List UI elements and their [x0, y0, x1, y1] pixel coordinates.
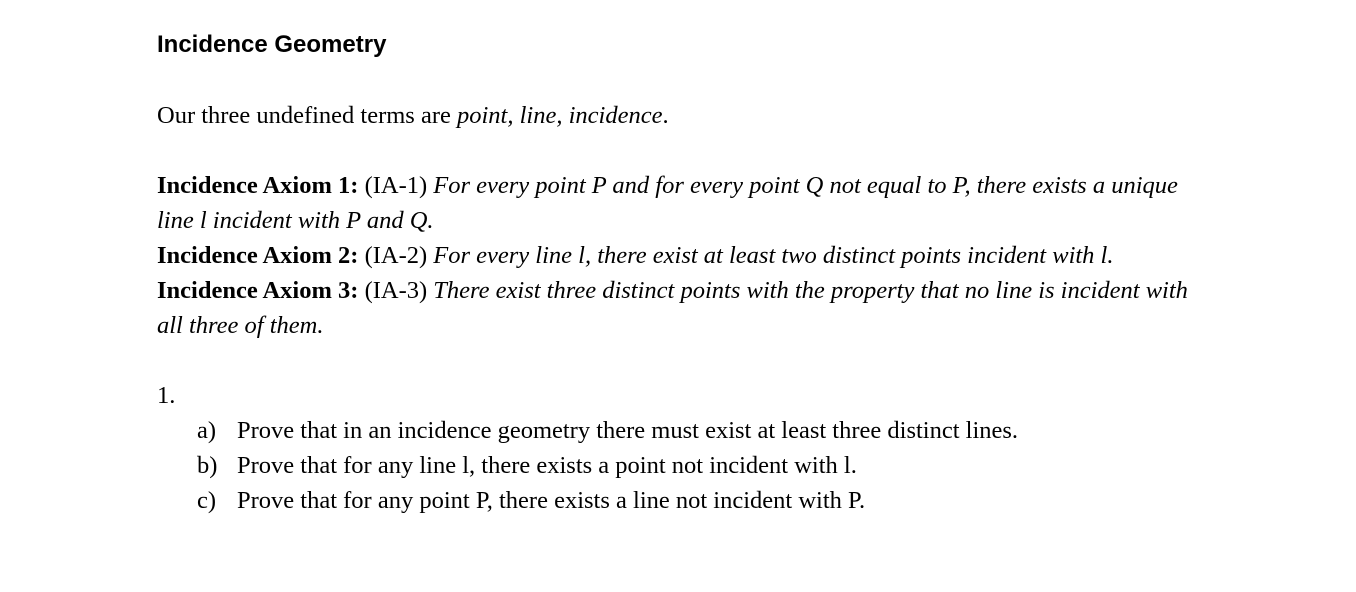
axiom-1-statement: For every point P and for every point Q not equal to P, there exists a unique line l incident with P and Q.: [157, 172, 1178, 234]
axiom-2-statement: For every line l, there exist at least two distinct points incident with l.: [433, 242, 1114, 269]
problem-part-a: [197, 413, 1217, 448]
intro-paragraph: [157, 98, 1217, 133]
problem-part-c: [197, 483, 1217, 518]
problem-1: [157, 378, 1217, 518]
problem-number: 1.: [157, 382, 176, 409]
axiom-list: [157, 168, 1217, 343]
document-page: [157, 28, 1217, 518]
problem-parts: [157, 413, 1217, 518]
axiom-2-name: Incidence Axiom 2:: [157, 242, 359, 269]
axiom-1-code: (IA-1): [364, 172, 428, 199]
axiom-1: [157, 168, 1217, 238]
axiom-1-name: Incidence Axiom 1:: [157, 172, 359, 199]
part-text: Prove that for any point P, there exists a line not incident with P.: [237, 487, 866, 514]
part-text: Prove that for any line l, there exists a point not incident with l.: [237, 452, 857, 479]
axiom-2-code: (IA-2): [364, 242, 428, 269]
part-letter: b): [197, 452, 218, 479]
part-letter: c): [197, 487, 217, 514]
axiom-2: [157, 238, 1217, 273]
intro-prefix: Our three undefined terms are: [157, 102, 457, 129]
axiom-3-code: (IA-3): [364, 277, 428, 304]
document-title: Incidence Geometry: [157, 31, 387, 58]
part-letter: a): [197, 417, 217, 444]
problem-part-b: [197, 448, 1217, 483]
intro-suffix: .: [662, 102, 669, 129]
part-text: Prove that in an incidence geometry there must exist at least three distinct lines.: [237, 417, 1019, 444]
axiom-3: [157, 273, 1217, 343]
undefined-terms: point, line, incidence: [457, 102, 663, 129]
axiom-3-name: Incidence Axiom 3:: [157, 277, 359, 304]
axiom-3-statement: There exist three distinct points with the property that no line is incident with all three of them.: [157, 277, 1188, 339]
